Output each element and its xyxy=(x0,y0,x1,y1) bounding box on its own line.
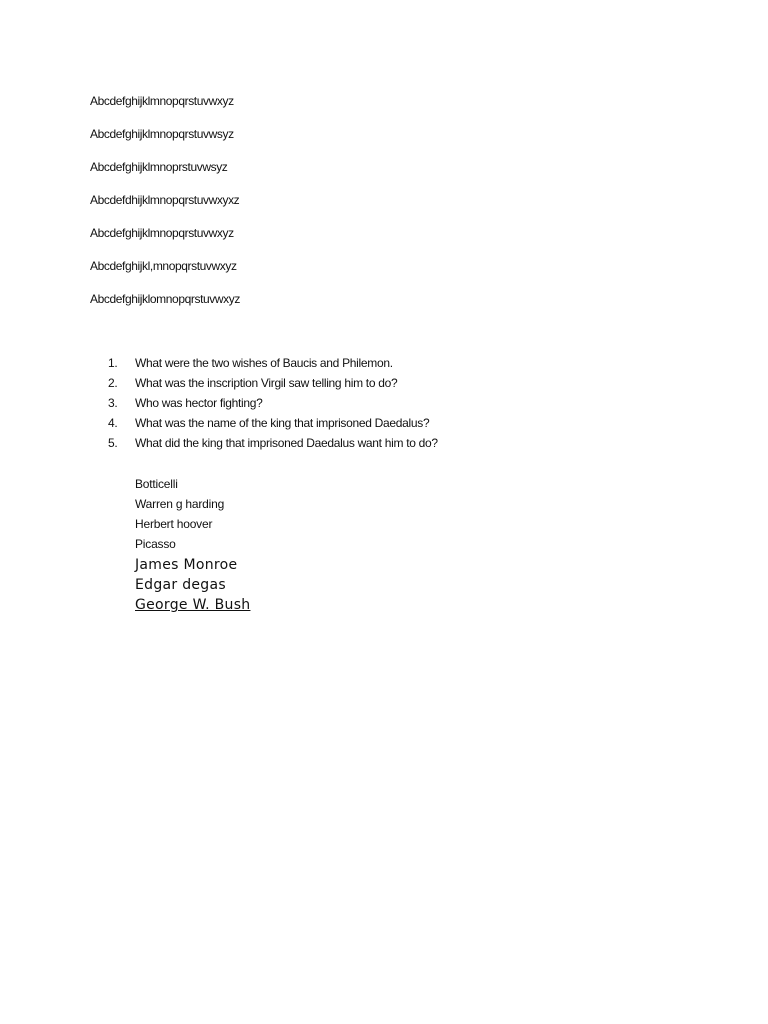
question-text: What were the two wishes of Baucis and Philemon. xyxy=(135,356,393,370)
name-item: Herbert hoover xyxy=(135,517,213,531)
alphabet-line: Abcdefghijklmnopqrstuvwxyz xyxy=(90,94,234,108)
question-number: 1. xyxy=(108,356,118,370)
question-item xyxy=(108,435,438,455)
alphabet-line: Abcdefghijklomnopqrstuvwxyz xyxy=(90,292,240,306)
name-item: Warren g harding xyxy=(135,497,225,511)
alphabet-lines xyxy=(90,93,240,324)
question-item xyxy=(108,395,438,415)
name-list xyxy=(135,476,250,616)
name-item: James Monroe xyxy=(135,557,238,573)
alphabet-line: Abcdefghijkl,mnopqrstuvwxyz xyxy=(90,259,237,273)
name-item: Picasso xyxy=(135,537,176,551)
name-item: Botticelli xyxy=(135,477,178,491)
alphabet-line: Abcdefghijklmnoprstuvwsyz xyxy=(90,160,228,174)
question-item xyxy=(108,355,438,375)
alphabet-line: Abcdefghijklmnopqrstuvwsyz xyxy=(90,127,234,141)
question-item xyxy=(108,415,438,435)
question-text: Who was hector fighting? xyxy=(135,396,263,410)
name-item: Edgar degas xyxy=(135,577,226,593)
question-list xyxy=(108,355,438,455)
question-text: What did the king that imprisoned Daedalus want him to do? xyxy=(135,436,438,450)
question-number: 2. xyxy=(108,376,118,390)
alphabet-line: Abcdefghijklmnopqrstuvwxyz xyxy=(90,226,234,240)
question-number: 4. xyxy=(108,416,118,430)
alphabet-line: Abcdefdhijklmnopqrstuvwxyxz xyxy=(90,193,240,207)
question-text: What was the name of the king that imprisoned Daedalus? xyxy=(135,416,430,430)
name-item-underlined: George W. Bush xyxy=(135,597,251,613)
question-item xyxy=(108,375,438,395)
question-number: 5. xyxy=(108,436,118,450)
question-text: What was the inscription Virgil saw telling him to do? xyxy=(135,376,398,390)
question-number: 3. xyxy=(108,396,118,410)
